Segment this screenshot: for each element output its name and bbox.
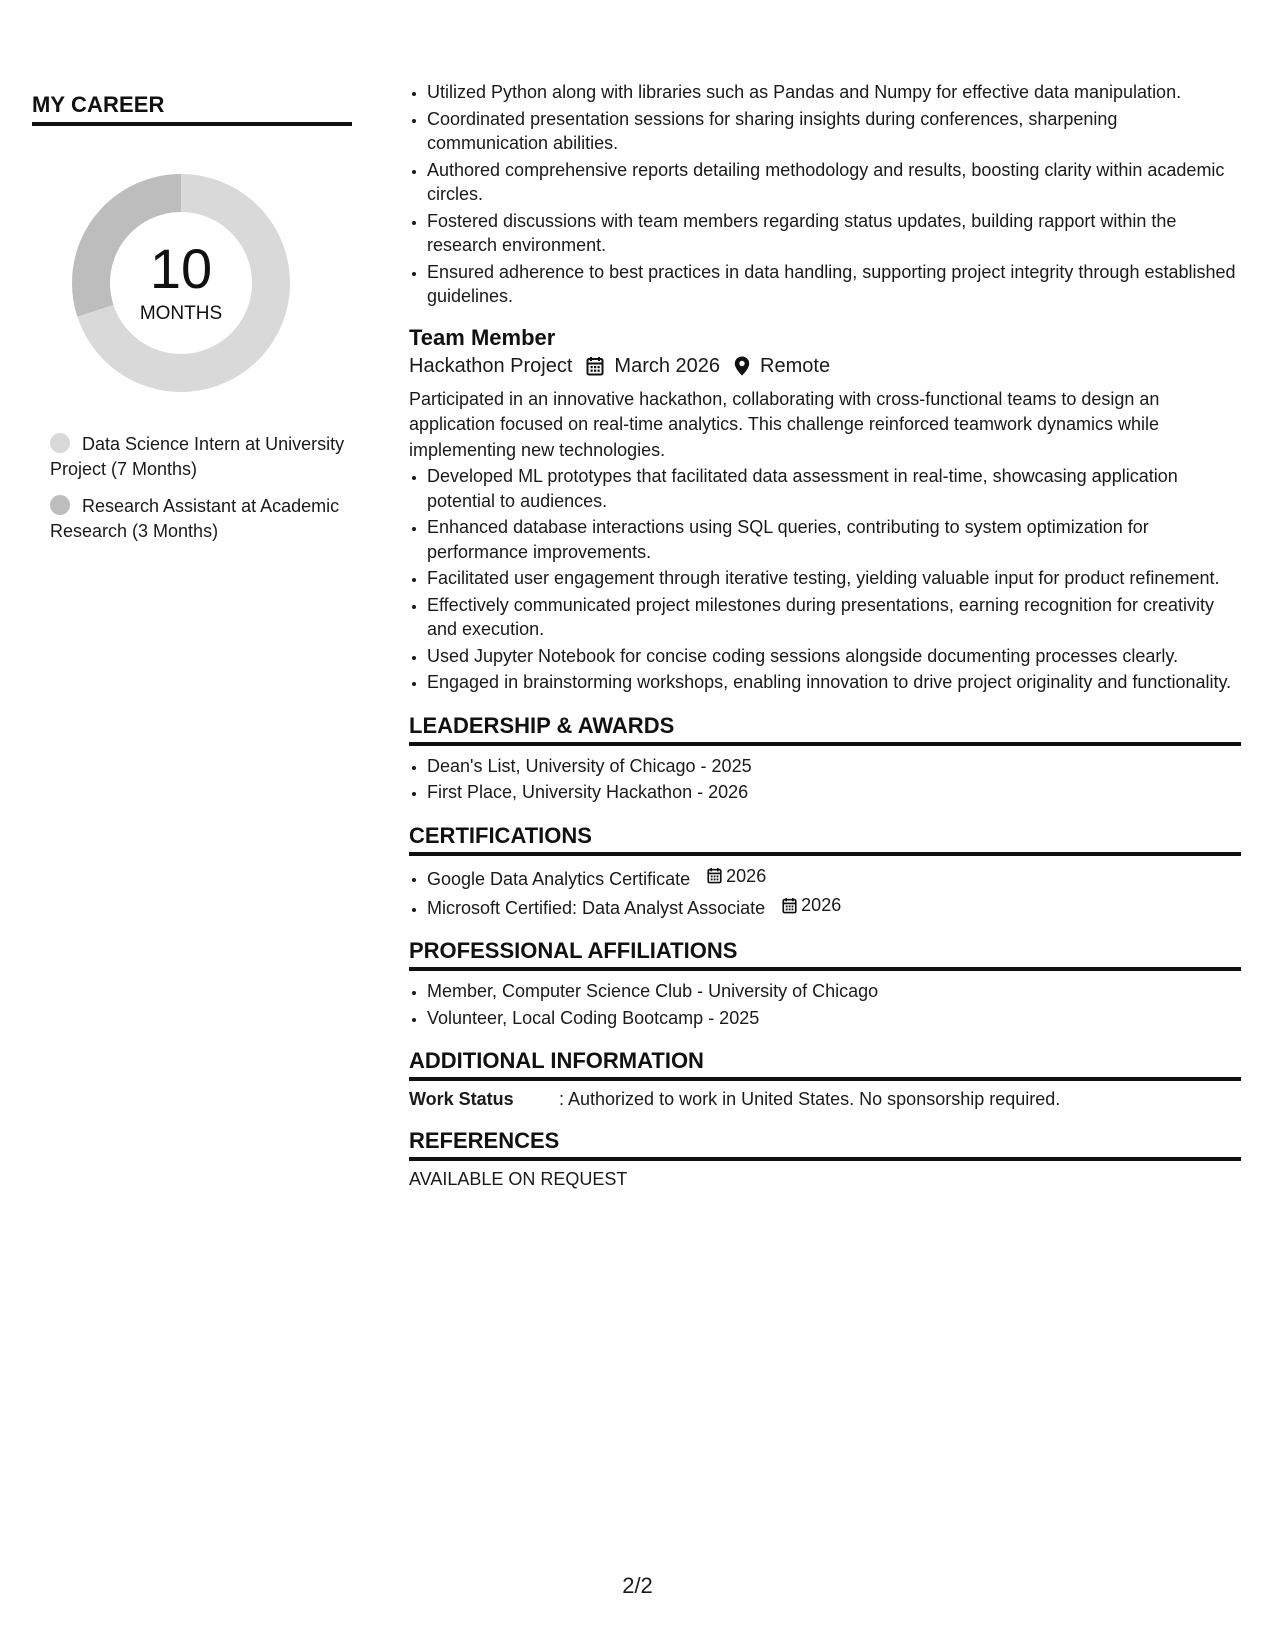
work-status-label: Work Status xyxy=(409,1089,514,1109)
leadership-list xyxy=(409,754,1241,805)
list-item: • Volunteer, Local Coding Bootcamp - 2025 xyxy=(427,1006,1241,1031)
list-item: • Utilized Python along with libraries such as Pandas and Numpy for effective data manipulation. xyxy=(427,80,1241,105)
section-title-affiliations: PROFESSIONAL AFFILIATIONS xyxy=(409,938,1241,971)
entry-meta xyxy=(409,355,1241,378)
list-item: • First Place, University Hackathon - 2026 xyxy=(427,780,1241,805)
certifications-list xyxy=(409,864,1241,921)
list-item: • Engaged in brainstorming workshops, enabling innovation to drive project originality and functionality. xyxy=(427,670,1241,695)
list-item: • Fostered discussions with team members regarding status updates, building rapport within the research environment. xyxy=(427,209,1241,258)
section-title-certifications: CERTIFICATIONS xyxy=(409,823,1241,856)
list-item: • Coordinated presentation sessions for sharing insights during conferences, sharpening communication abilities. xyxy=(427,107,1241,156)
calendar-icon xyxy=(782,897,797,914)
calendar-icon xyxy=(707,867,722,884)
list-item xyxy=(427,864,1241,891)
entry-location: Remote xyxy=(760,354,831,377)
list-item: • Authored comprehensive reports detailing methodology and results, boosting clarity within academic circles. xyxy=(427,158,1241,207)
legend-dot-icon xyxy=(50,495,70,515)
list-item xyxy=(427,893,1241,920)
list-item: • Effectively communicated project milestones during presentations, earning recognition for creativity and execution. xyxy=(427,593,1241,642)
previous-entry-bullets xyxy=(409,80,1241,309)
cert-name: Microsoft Certified: Data Analyst Associate xyxy=(427,897,766,918)
entry-description: Participated in an innovative hackathon, collaborating with cross-functional teams to design an application focused on real-time analytics. This challenge reinforced teamwork dynamics while implementing new technologies. xyxy=(409,388,1160,460)
total-months-value: 10 xyxy=(149,237,213,300)
resume-main xyxy=(409,80,1241,1190)
legend-label: Research Assistant at Academic Research (3 Months) xyxy=(50,496,340,541)
cert-date xyxy=(707,864,766,889)
calendar-icon xyxy=(586,356,604,376)
affiliations-list xyxy=(409,979,1241,1030)
legend-label: Data Science Intern at University Project (7 Months) xyxy=(50,434,345,479)
legend-item xyxy=(50,494,352,544)
entry-org: Hackathon Project xyxy=(409,354,573,377)
work-status-value: : Authorized to work in United States. No sponsorship required. xyxy=(559,1089,1061,1109)
cert-date xyxy=(782,893,841,918)
section-title-additional: ADDITIONAL INFORMATION xyxy=(409,1048,1241,1081)
donut-center xyxy=(66,168,296,398)
entry-date: March 2026 xyxy=(614,354,721,377)
entry-title: Team Member xyxy=(409,324,556,350)
cert-year: 2026 xyxy=(801,894,842,915)
page-number: 2/2 xyxy=(622,1573,653,1598)
list-item: • Used Jupyter Notebook for concise coding sessions alongside documenting processes clearly. xyxy=(427,644,1241,669)
list-item: • Developed ML prototypes that facilitated data assessment in real-time, showcasing application potential to audiences. xyxy=(427,464,1241,513)
section-title-references: REFERENCES xyxy=(409,1128,1241,1161)
list-item: • Dean's List, University of Chicago - 2025 xyxy=(427,754,1241,779)
list-item: • Enhanced database interactions using SQL queries, contributing to system optimization for performance improvements. xyxy=(427,515,1241,564)
career-legend xyxy=(50,432,352,544)
list-item: • Facilitated user engagement through iterative testing, yielding valuable input for product refinement. xyxy=(427,566,1241,591)
location-pin-icon xyxy=(734,356,750,376)
references-text: AVAILABLE ON REQUEST xyxy=(409,1169,628,1189)
list-item: • Ensured adherence to best practices in data handling, supporting project integrity through established guidelines. xyxy=(427,260,1241,309)
career-sidebar xyxy=(32,92,352,556)
career-donut-chart xyxy=(66,168,296,398)
section-title-leadership: LEADERSHIP & AWARDS xyxy=(409,713,1241,746)
career-title: MY CAREER xyxy=(32,92,352,126)
legend-dot-icon xyxy=(50,433,70,453)
legend-item xyxy=(50,432,352,482)
cert-name: Google Data Analytics Certificate xyxy=(427,868,691,889)
entry-bullets xyxy=(409,464,1241,695)
list-item: • Member, Computer Science Club - University of Chicago xyxy=(427,979,1241,1004)
work-status-row xyxy=(409,1089,1241,1110)
total-months-unit: MONTHS xyxy=(139,303,223,324)
cert-year: 2026 xyxy=(726,865,767,886)
